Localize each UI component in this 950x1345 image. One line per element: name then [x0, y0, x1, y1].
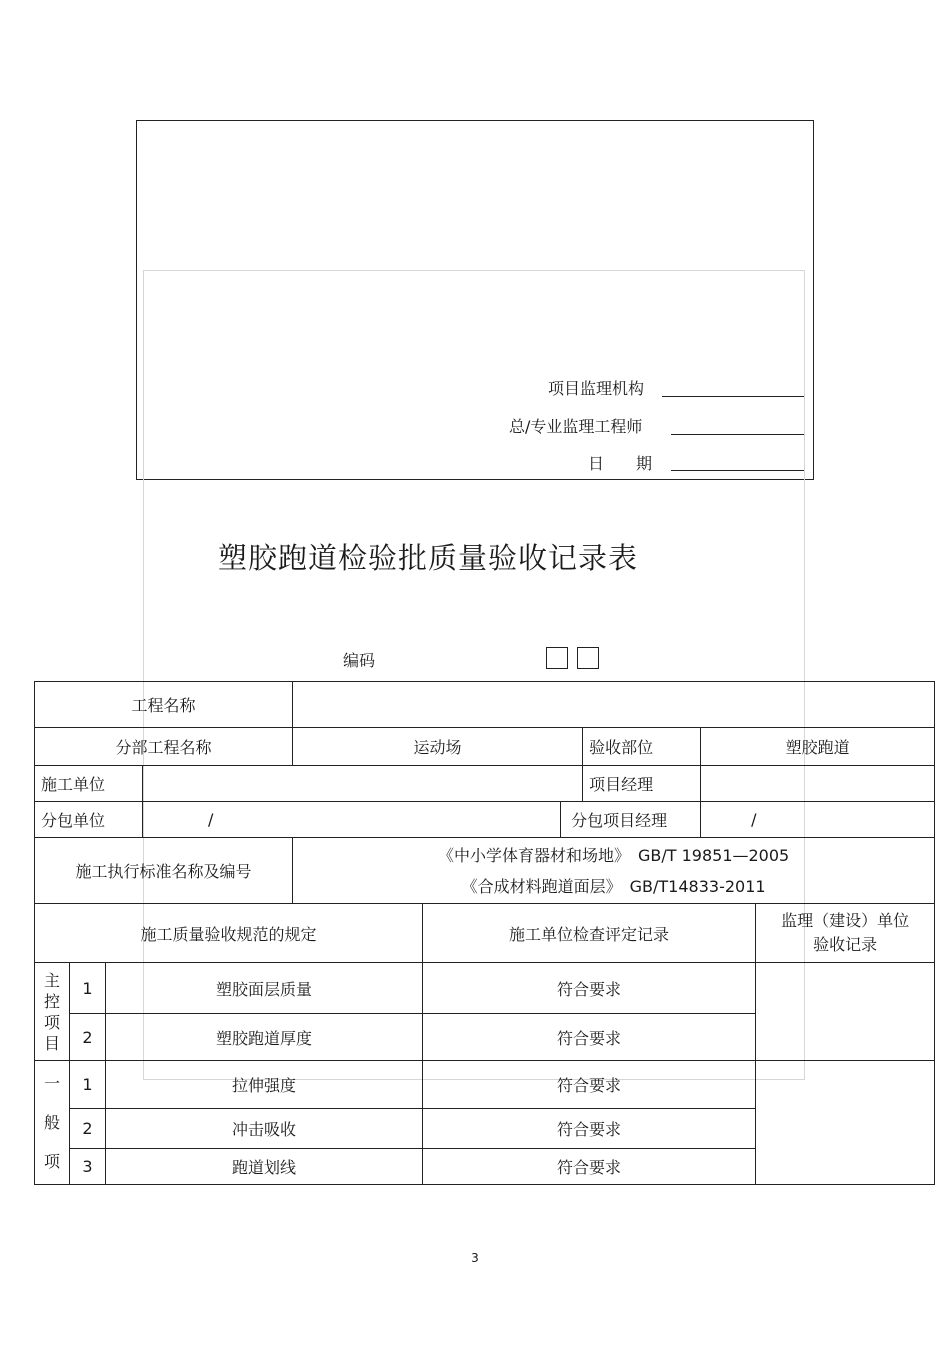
- item-number: 2: [70, 1014, 106, 1061]
- standard-cell: [293, 838, 935, 904]
- item-number: 3: [70, 1149, 106, 1185]
- main-control-char: 主: [43, 970, 60, 990]
- sub-project-value[interactable]: 运动场: [293, 728, 583, 766]
- general-char: 般: [43, 1113, 60, 1132]
- supervisor-header-line-1: 监理（建设）单位: [781, 911, 910, 930]
- item-name: 塑胶跑道厚度: [106, 1014, 423, 1061]
- subcontractor-label: 分包单位: [35, 802, 143, 838]
- item-name: 冲击吸收: [106, 1109, 423, 1149]
- standard-line-1: 《中小学体育器材和场地》 GB/T 19851—2005: [437, 845, 790, 865]
- date-label: 日 期: [588, 454, 653, 473]
- sub-manager-label: 分包项目经理: [561, 802, 701, 838]
- main-control-supervisor-record[interactable]: [756, 963, 935, 1061]
- item-number: 2: [70, 1109, 106, 1149]
- contractor-value[interactable]: [143, 766, 583, 802]
- main-control-char: 控: [43, 991, 60, 1011]
- general-char: 一: [43, 1074, 60, 1093]
- sub-project-label: 分部工程名称: [35, 728, 293, 766]
- code-box-1[interactable]: [546, 647, 568, 669]
- engineer-signature-line[interactable]: [671, 434, 804, 435]
- org-label: 项目监理机构: [548, 379, 645, 398]
- item-number: 1: [70, 963, 106, 1014]
- check-header: 施工单位检查评定记录: [423, 904, 756, 963]
- project-manager-label: 项目经理: [583, 766, 701, 802]
- item-result[interactable]: 符合要求: [423, 963, 756, 1014]
- item-name: 塑胶面层质量: [106, 963, 423, 1014]
- engineer-label: 总/专业监理工程师: [509, 417, 643, 436]
- acceptance-part-label: 验收部位: [583, 728, 701, 766]
- code-box-2[interactable]: [577, 647, 599, 669]
- supervisor-header: [756, 904, 935, 963]
- sub-manager-value[interactable]: /: [701, 802, 935, 838]
- standard-line-2: 《合成材料跑道面层》 GB/T14833-2011: [461, 876, 766, 896]
- main-control-char: 目: [43, 1033, 60, 1053]
- project-name-value[interactable]: [293, 682, 935, 728]
- item-name: 跑道划线: [106, 1149, 423, 1185]
- standard-label: 施工执行标准名称及编号: [35, 838, 293, 904]
- main-control-label: [35, 963, 70, 1061]
- item-name: 拉伸强度: [106, 1061, 423, 1109]
- code-label: 编码: [343, 651, 376, 670]
- item-result[interactable]: 符合要求: [423, 1061, 756, 1109]
- subcontractor-value[interactable]: /: [143, 802, 561, 838]
- org-signature-line[interactable]: [662, 396, 804, 397]
- item-result[interactable]: 符合要求: [423, 1109, 756, 1149]
- acceptance-table: [34, 681, 935, 1185]
- acceptance-part-value[interactable]: 塑胶跑道: [701, 728, 935, 766]
- supervisor-header-line-2: 验收记录: [813, 935, 878, 954]
- page-number: 3: [471, 1251, 479, 1265]
- general-char: 项: [43, 1152, 60, 1171]
- contractor-label: 施工单位: [35, 766, 143, 802]
- item-result[interactable]: 符合要求: [423, 1014, 756, 1061]
- general-supervisor-record[interactable]: [756, 1061, 935, 1185]
- item-result[interactable]: 符合要求: [423, 1149, 756, 1185]
- project-name-label: 工程名称: [35, 682, 293, 728]
- item-number: 1: [70, 1061, 106, 1109]
- main-control-char: 项: [43, 1012, 60, 1032]
- general-label: [35, 1061, 70, 1185]
- document-title: 塑胶跑道检验批质量验收记录表: [217, 541, 638, 575]
- spec-header: 施工质量验收规范的规定: [35, 904, 423, 963]
- project-manager-value[interactable]: [701, 766, 935, 802]
- date-line[interactable]: [671, 470, 804, 471]
